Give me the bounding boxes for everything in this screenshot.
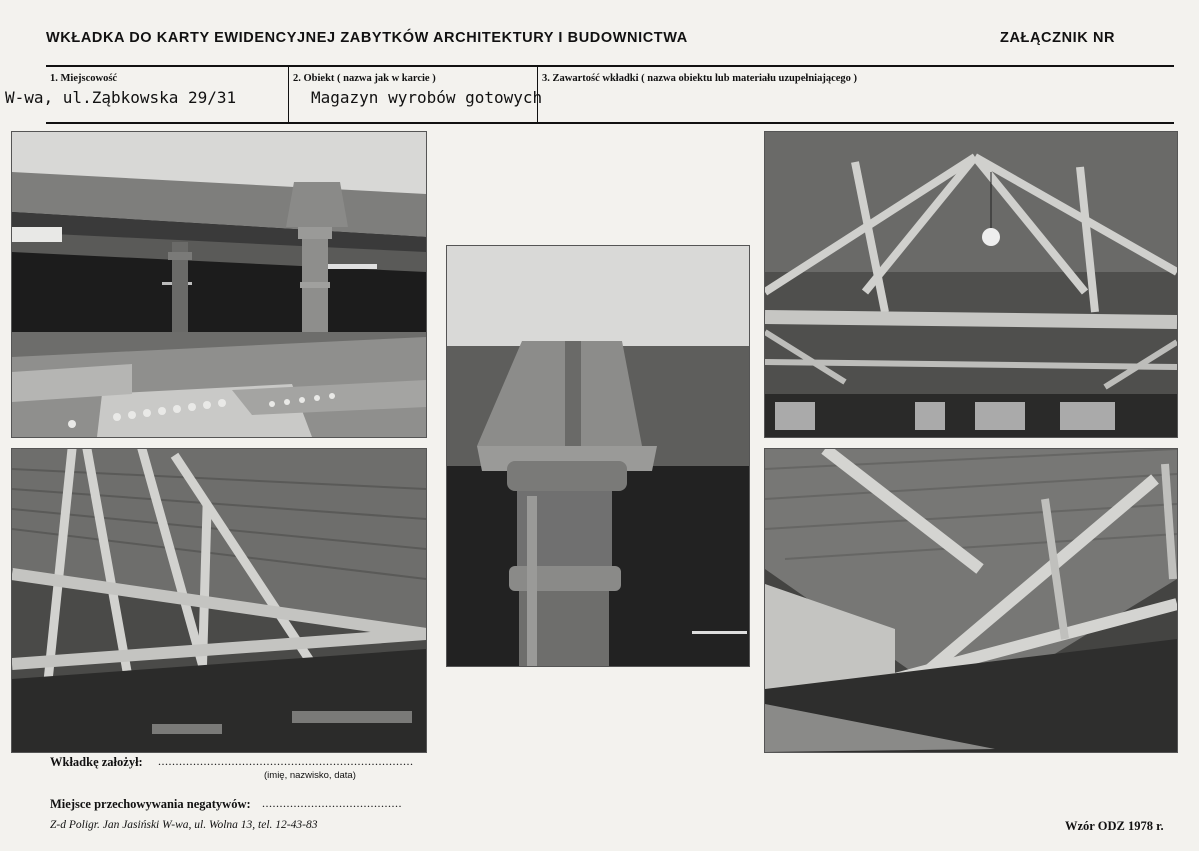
- contents-label: 3. Zawartość wkładki ( nazwa obiektu lub materiału uzupełniającego ): [542, 73, 858, 84]
- photo-hall-columns-crates: [11, 131, 427, 438]
- photo-roof-truss-corner: [764, 448, 1178, 753]
- object-label: 2. Obiekt ( nazwa jak w karcie ): [293, 73, 436, 84]
- founded-by-label: Wkładkę założył:: [50, 755, 143, 769]
- location-label: 1. Miejscowość: [50, 73, 118, 84]
- top-rule: [46, 65, 1174, 67]
- photo-roof-truss-left: [11, 448, 427, 753]
- founded-by-line: .........................................................................: [158, 754, 414, 768]
- photo-roof-truss-top-right: [764, 131, 1178, 438]
- negatives-storage-line: ........................................: [262, 796, 402, 810]
- fields-bottom-rule: [46, 122, 1174, 124]
- photo-column-capital-closeup: [446, 245, 750, 667]
- location-value: W-wa, ul.Ząbkowska 29/31: [5, 88, 237, 107]
- form-title: WKŁADKA DO KARTY EWIDENCYJNEJ ZABYTKÓW ARCHITEKTURY I BUDOWNICTWA: [46, 30, 688, 46]
- printer-imprint: Z-d Poligr. Jan Jasiński W-wa, ul. Wolna 13, tel. 12-43-83: [50, 819, 318, 831]
- negatives-storage-label: Miejsce przechowywania negatywów:: [50, 797, 251, 811]
- field-divider-1: [288, 66, 289, 123]
- object-value: Magazyn wyrobów gotowych: [311, 88, 543, 107]
- form-template-id: Wzór ODZ 1978 r.: [1065, 819, 1164, 833]
- attachment-number-label: ZAŁĄCZNIK NR: [1000, 30, 1116, 46]
- founded-by-hint: (imię, nazwisko, data): [264, 770, 356, 781]
